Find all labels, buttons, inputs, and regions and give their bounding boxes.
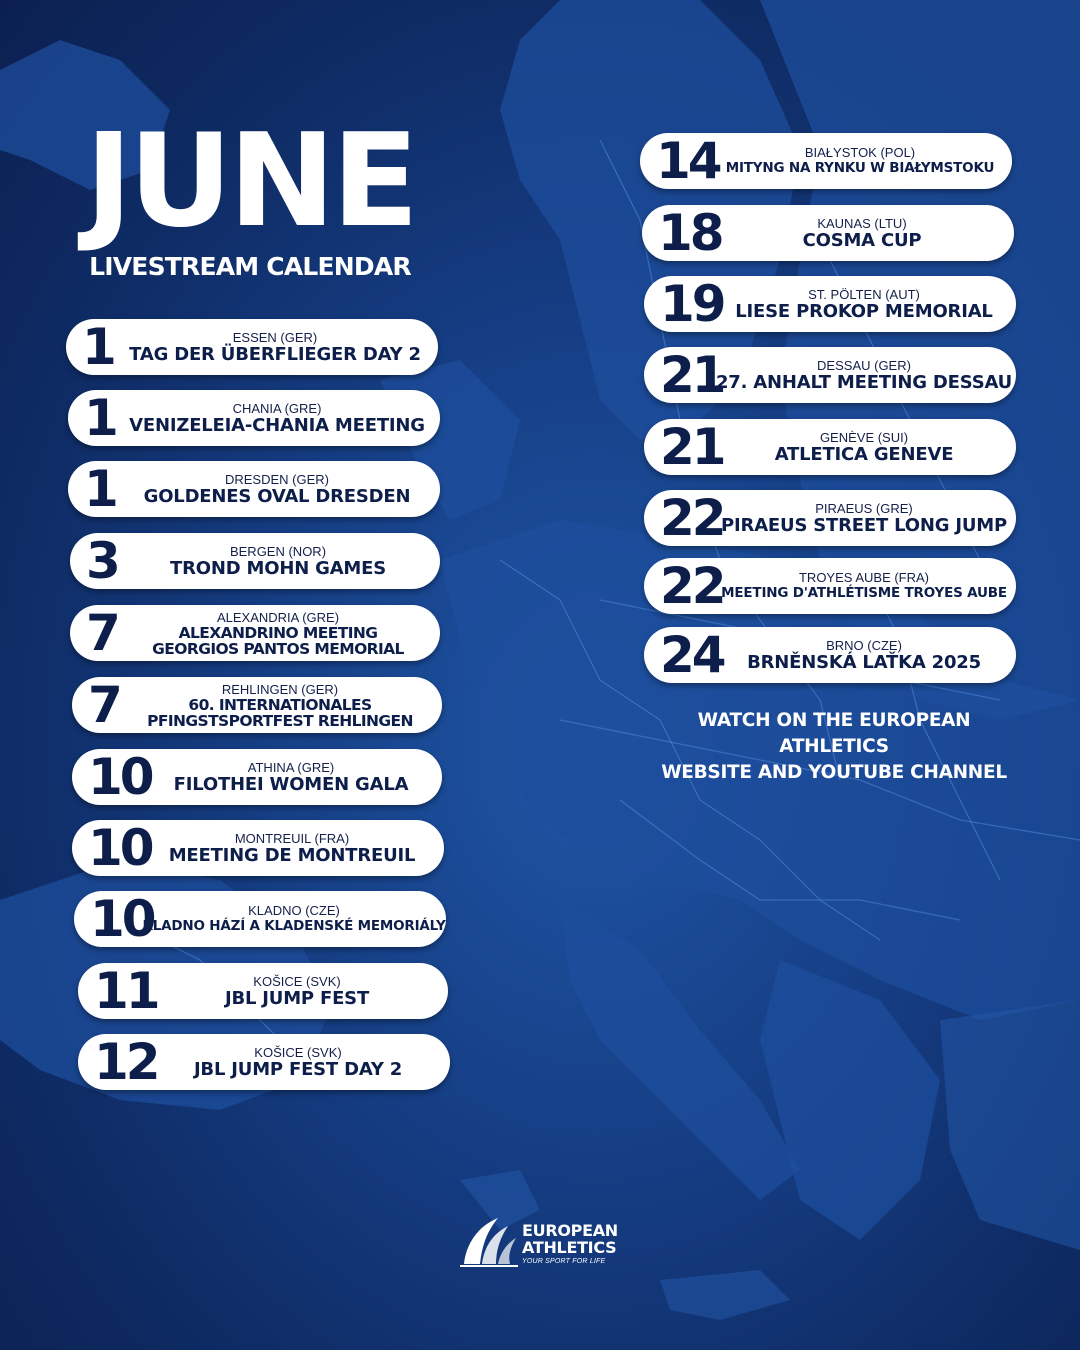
event-location: ST. PÖLTEN (AUT) xyxy=(808,286,920,302)
event-card[interactable] xyxy=(644,276,1016,332)
event-location: DESSAU (GER) xyxy=(817,357,911,373)
event-location: ESSEN (GER) xyxy=(232,329,318,345)
event-location: PIRAEUS (GRE) xyxy=(815,500,913,516)
event-name: JBL JUMP FEST xyxy=(224,987,370,1009)
event-day: 11 xyxy=(94,962,158,1020)
event-day: 3 xyxy=(86,532,118,590)
event-card[interactable] xyxy=(68,461,440,517)
event-location: DRESDEN (GER) xyxy=(224,471,329,487)
event-card[interactable] xyxy=(644,490,1016,546)
event-location: KAUNAS (LTU) xyxy=(817,215,907,231)
month-title: JUNE xyxy=(84,107,416,256)
event-day: 21 xyxy=(660,346,724,404)
event-day: 18 xyxy=(658,204,722,262)
event-card[interactable] xyxy=(66,319,438,375)
event-card[interactable] xyxy=(72,820,444,876)
event-day: 21 xyxy=(660,418,724,476)
european-athletics-logo[interactable] xyxy=(458,1210,638,1276)
event-name: FILOTHEI WOMEN GALA xyxy=(173,773,409,795)
event-location: ATHINA (GRE) xyxy=(247,759,335,775)
event-card[interactable] xyxy=(644,419,1016,475)
event-location: BIAŁYSTOK (POL) xyxy=(804,145,916,160)
event-name: COSMA CUP xyxy=(802,229,922,251)
event-location: BRNO (CZE) xyxy=(826,637,902,653)
event-location: GENÈVE (SUI) xyxy=(819,429,909,445)
event-location: KOŠICE (SVK) xyxy=(253,973,341,989)
event-day: 1 xyxy=(82,318,114,376)
logo-line2: ATHLETICS xyxy=(522,1237,617,1257)
event-card[interactable] xyxy=(70,605,440,661)
event-name: ATLETICA GENEVE xyxy=(774,443,954,465)
event-card[interactable] xyxy=(644,627,1016,683)
event-day: 1 xyxy=(84,460,116,518)
watch-note-line2: WEBSITE AND YOUTUBE CHANNEL xyxy=(661,762,1007,783)
event-day: 14 xyxy=(656,132,720,190)
logo-tagline: YOUR SPORT FOR LIFE xyxy=(522,1257,606,1265)
event-day: 19 xyxy=(660,275,724,333)
event-card[interactable] xyxy=(68,390,440,446)
event-name-line1: ALEXANDRINO MEETING xyxy=(178,623,378,642)
event-name: GOLDENES OVAL DRESDEN xyxy=(143,485,411,507)
event-card[interactable] xyxy=(72,749,442,805)
event-location: MONTREUIL (FRA) xyxy=(234,830,350,846)
event-name: BRNĚNSKÁ LAŤKA 2025 xyxy=(747,651,981,673)
event-card[interactable] xyxy=(644,347,1016,403)
event-day: 7 xyxy=(88,676,120,734)
event-card[interactable] xyxy=(644,558,1016,614)
event-day: 24 xyxy=(660,626,724,684)
event-name: JBL JUMP FEST DAY 2 xyxy=(193,1058,403,1080)
event-day: 10 xyxy=(88,748,152,806)
event-card[interactable] xyxy=(72,677,442,733)
event-day: 10 xyxy=(90,890,154,948)
event-location: REHLINGEN (GER) xyxy=(221,681,339,697)
event-location: CHANIA (GRE) xyxy=(232,400,322,416)
event-card[interactable] xyxy=(642,205,1014,261)
event-card[interactable] xyxy=(640,133,1012,189)
event-name: TAG DER ÜBERFLIEGER DAY 2 xyxy=(129,343,421,365)
event-name: MITYNG NA RYNKU W BIAŁYMSTOKU xyxy=(725,160,995,176)
event-card[interactable] xyxy=(70,533,440,589)
event-day: 1 xyxy=(84,389,116,447)
event-name: KLADNO HÁZÍ A KLADENSKÉ MEMORIÁLY xyxy=(142,918,446,934)
logo-line1: EUROPEAN xyxy=(522,1220,618,1240)
event-location: TROYES AUBE (FRA) xyxy=(798,570,930,585)
event-card[interactable] xyxy=(78,1034,450,1090)
athletics-emblem-icon xyxy=(458,1214,520,1272)
event-day: 7 xyxy=(86,604,118,662)
event-location: ALEXANDRIA (GRE) xyxy=(216,609,340,625)
event-day: 22 xyxy=(660,557,724,615)
event-day: 22 xyxy=(660,489,724,547)
event-day: 12 xyxy=(94,1033,158,1091)
event-name-line2: GEORGIOS PANTOS MEMORIAL xyxy=(152,639,404,658)
watch-note xyxy=(640,708,1028,786)
event-location: BERGEN (NOR) xyxy=(229,543,327,559)
event-name: VENIZELEIA-CHANIA MEETING xyxy=(129,414,425,436)
event-name: MEETING D'ATHLÉTISME TROYES AUBE xyxy=(721,585,1007,601)
event-name: MEETING DE MONTREUIL xyxy=(168,844,416,866)
event-name: 27. ANHALT MEETING DESSAU xyxy=(715,371,1013,393)
event-card[interactable] xyxy=(74,891,446,947)
watch-note-line1: WATCH ON THE EUROPEAN ATHLETICS xyxy=(697,710,971,757)
event-name-line2: PFINGSTSPORTFEST REHLINGEN xyxy=(147,711,413,730)
event-location: KOŠICE (SVK) xyxy=(254,1044,342,1060)
event-location: KLADNO (CZE) xyxy=(248,903,340,918)
title-block xyxy=(80,107,420,281)
event-name: LIESE PROKOP MEMORIAL xyxy=(735,300,993,322)
event-day: 10 xyxy=(88,819,152,877)
event-card[interactable] xyxy=(78,963,448,1019)
event-name: PIRAEUS STREET LONG JUMP xyxy=(721,514,1007,536)
calendar-subtitle: LIVESTREAM CALENDAR xyxy=(89,252,411,281)
event-name: TROND MOHN GAMES xyxy=(170,557,386,579)
event-name-line1: 60. INTERNATIONALES xyxy=(188,695,372,714)
